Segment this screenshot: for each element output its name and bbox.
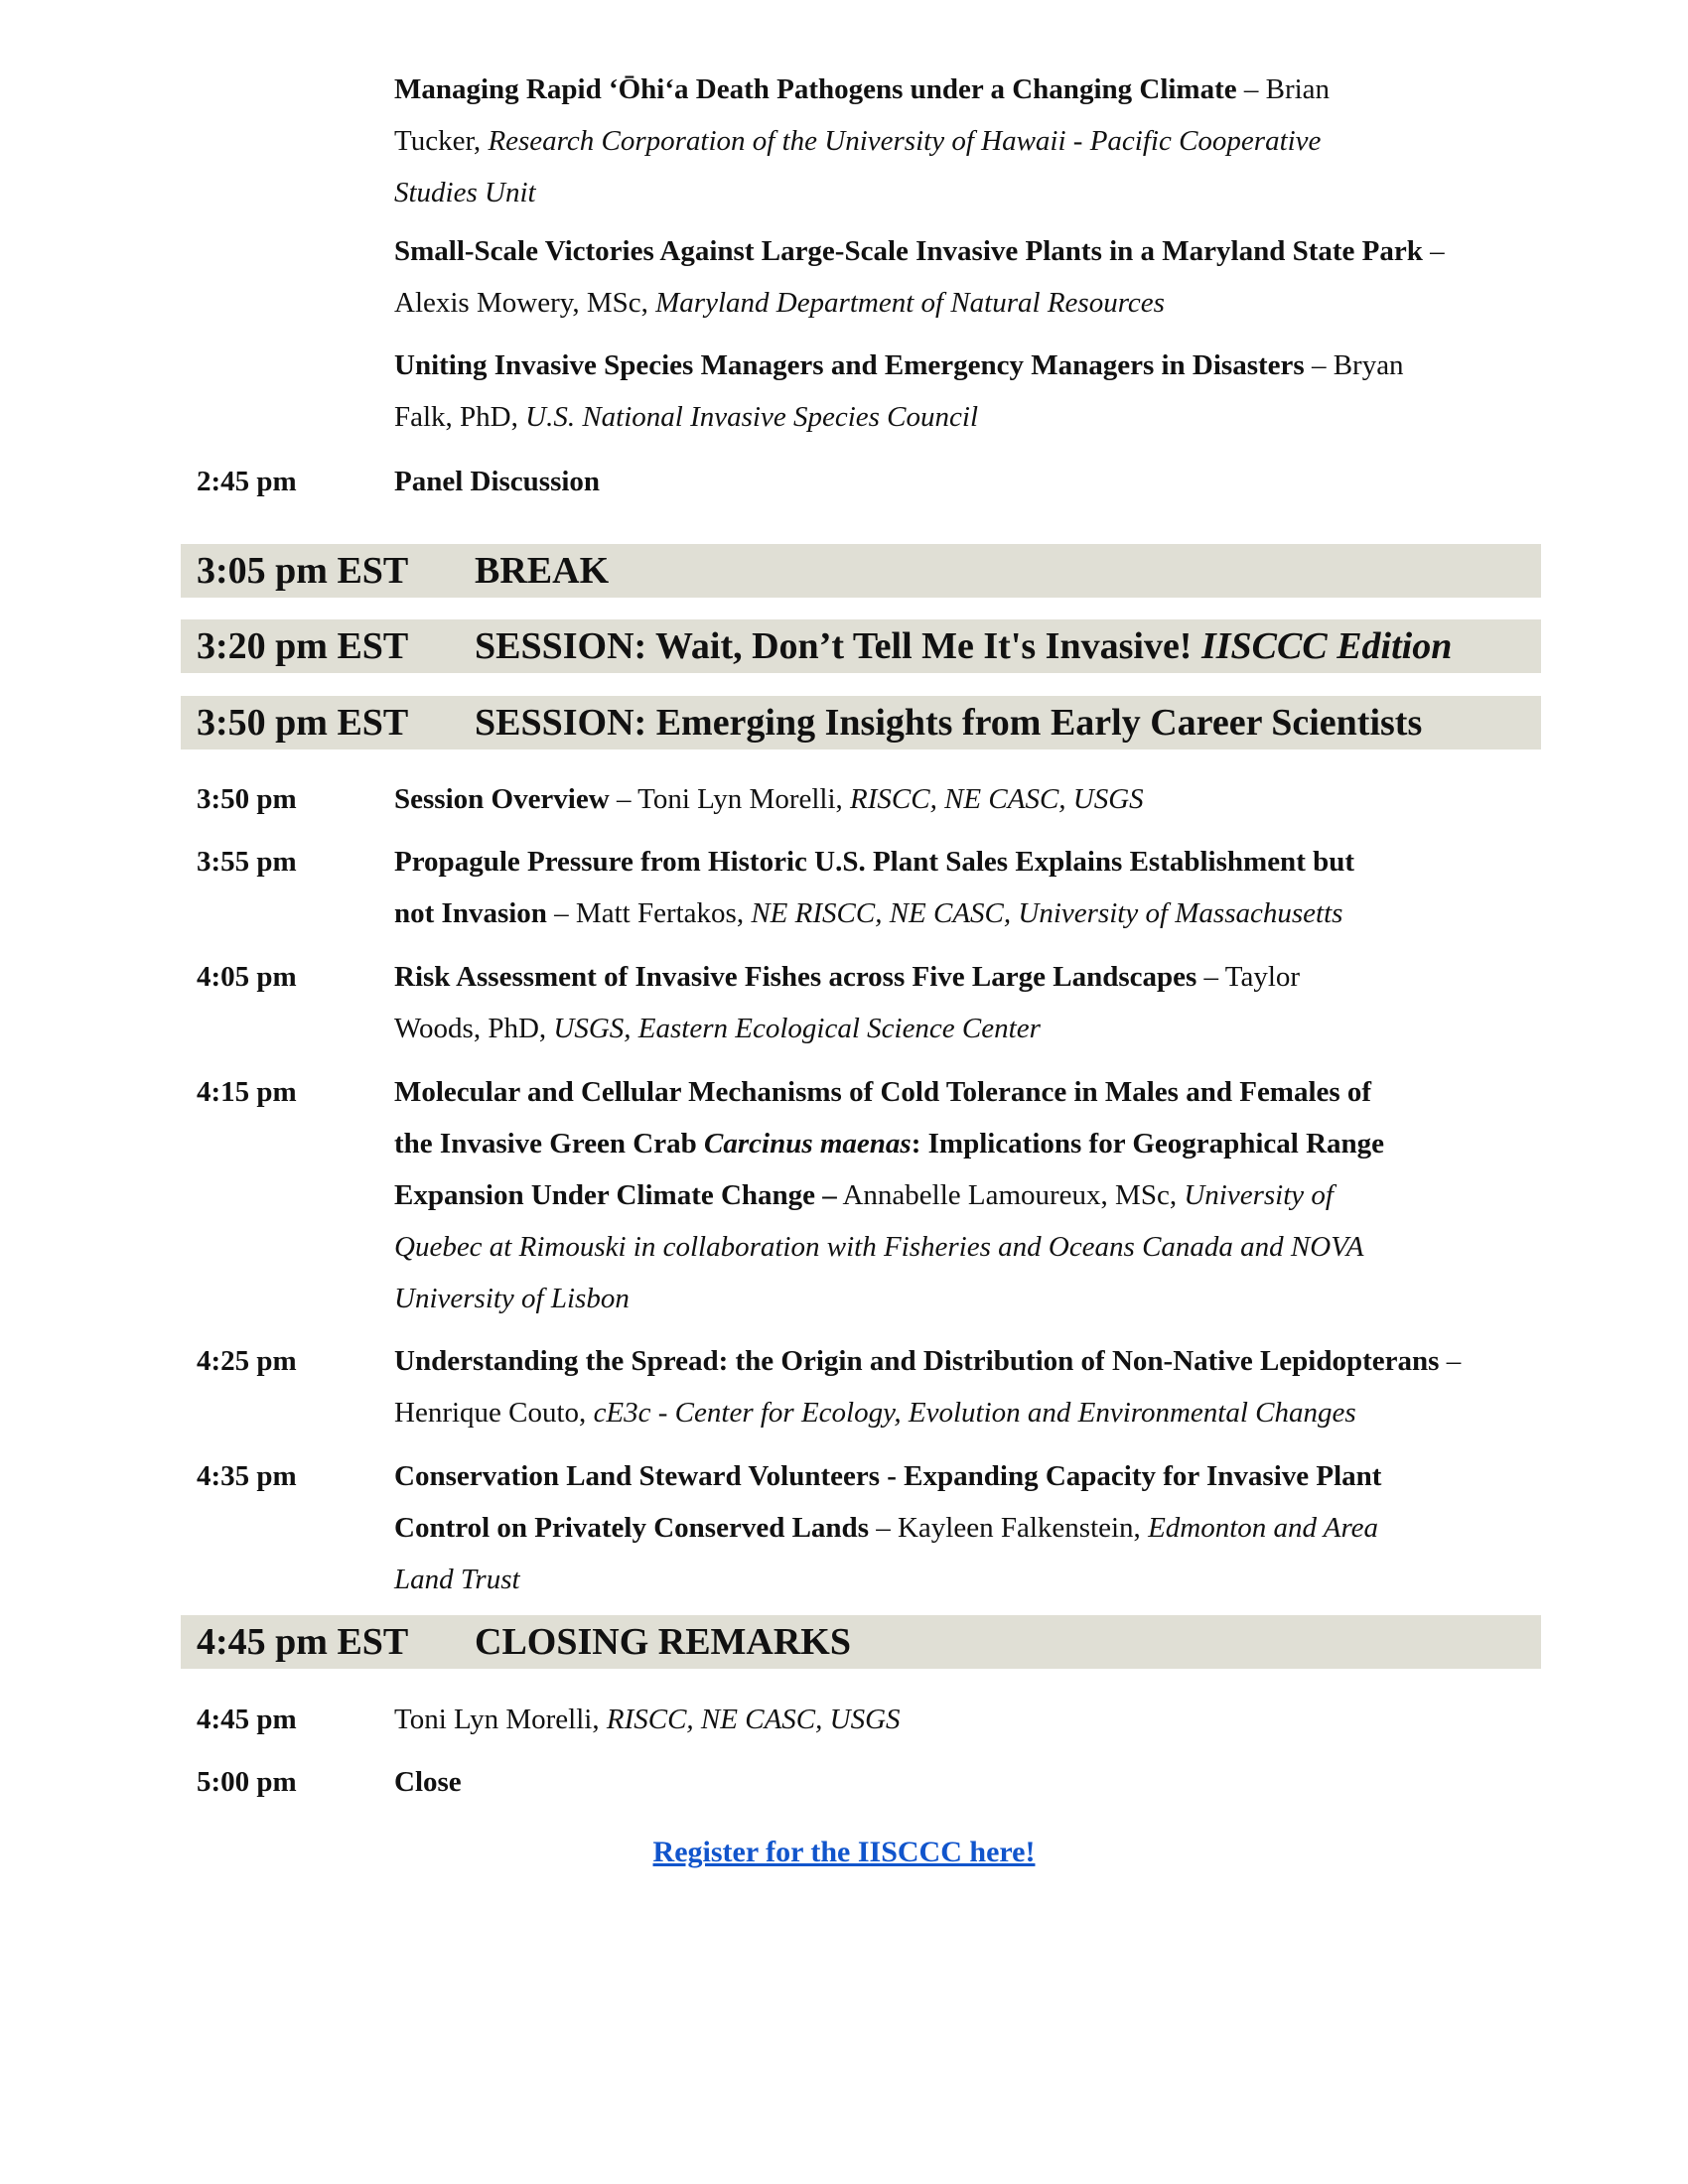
affiliation: University of — [1184, 1179, 1334, 1211]
band-time: 3:05 pm EST — [197, 550, 409, 592]
speaker: Henrique Couto, — [394, 1397, 594, 1429]
time: 4:15 pm — [197, 1076, 297, 1108]
speaker: Toni Lyn Morelli, — [637, 783, 851, 815]
affiliation: USGS, Eastern Ecological Science Center — [553, 1013, 1041, 1044]
time: 2:45 pm — [197, 466, 297, 497]
speaker: Woods, PhD, — [394, 1013, 554, 1044]
talk-title: Understanding the Spread: the Origin and Distribution of Non-Native Lepidopterans — [394, 1345, 1440, 1377]
speaker: Brian — [1265, 73, 1331, 105]
band-title: CLOSING REMARKS — [475, 1621, 851, 1663]
band-time: 3:20 pm EST — [197, 625, 409, 667]
talk-title: Expansion Under Climate Change – — [394, 1179, 837, 1211]
band-time: 4:45 pm EST — [197, 1621, 409, 1663]
talk-title: Propagule Pressure from Historic U.S. Plant Sales Explains Establishment but — [394, 846, 1355, 878]
band-time: 3:50 pm EST — [197, 702, 409, 744]
speaker: Falk, PhD, — [394, 401, 526, 433]
talk-title: Managing Rapid ‘Ōhi‘a Death Pathogens under a Changing Climate — [394, 73, 1237, 105]
affiliation: cE3c - Center for Ecology, Evolution and Environmental Changes — [593, 1397, 1356, 1429]
time: 4:35 pm — [197, 1460, 297, 1492]
register-link[interactable]: Register for the IISCCC here! — [652, 1836, 1036, 1868]
speaker: Kayleen Falkenstein, — [897, 1512, 1149, 1544]
affiliation: Land Trust — [394, 1564, 520, 1595]
time: 3:50 pm — [197, 783, 297, 815]
band-title: SESSION: Wait, Don’t Tell Me It's Invasive! — [475, 625, 1201, 667]
speaker: Alexis Mowery, MSc, — [394, 287, 656, 319]
affiliation: Quebec at Rimouski in collaboration with Fisheries and Oceans Canada and NOVA — [394, 1231, 1364, 1263]
speaker: Annabelle Lamoureux, MSc, — [836, 1179, 1185, 1211]
speaker: Bryan — [1333, 349, 1404, 381]
session-invasive-band — [181, 619, 1541, 673]
speaker: Toni Lyn Morelli, — [394, 1704, 607, 1735]
time: 5:00 pm — [197, 1766, 297, 1798]
affiliation: Edmonton and Area — [1148, 1512, 1379, 1544]
time: 4:25 pm — [197, 1345, 297, 1377]
band-title: SESSION: Emerging Insights from Early Career Scientists — [475, 702, 1423, 744]
register-row — [0, 1827, 1688, 1878]
band-title: BREAK — [475, 550, 610, 592]
time: 4:45 pm — [197, 1704, 297, 1735]
closing-band — [181, 1615, 1541, 1669]
talk-title: : Implications for Geographical Range — [911, 1128, 1385, 1160]
affiliation: University of Lisbon — [394, 1283, 630, 1314]
affiliation: RISCC, NE CASC, USGS — [606, 1704, 901, 1735]
speaker: Tucker, — [394, 125, 489, 157]
break-band — [181, 544, 1541, 598]
talk-title: Close — [394, 1766, 462, 1798]
species-name: Carcinus maenas — [704, 1128, 912, 1160]
speaker: Matt Fertakos, — [575, 897, 752, 929]
talk-title: Panel Discussion — [394, 466, 601, 497]
speaker: Taylor — [1224, 961, 1301, 993]
affiliation: Studies Unit — [394, 177, 536, 208]
talk-title: Risk Assessment of Invasive Fishes across Five Large Landscapes — [394, 961, 1197, 993]
talk-title: Molecular and Cellular Mechanisms of Cold Tolerance in Males and Females of — [394, 1076, 1372, 1108]
agenda-page: Managing Rapid ‘Ōhi‘a Death Pathogens under a Changing Climate – Brian Tucker, Research Corporation of the University of Hawaii - Pacific Cooperative Studies Unit Small-Scale Victories Against Large-Scale Invasive Plants in a Maryland State Park – Alexis Mowery, MSc, Maryland Department of Natural Resources Uniting Invasive Species Managers and Emergency Managers in Disasters – Bryan Falk, PhD, U.S. National Invasive Species Council 2:45 pm Panel Discussion 3:05 pm EST BREAK 3:20 pm EST SESSION: Wait, Don’t Tell Me It's Invasive! IISCCC Edition 3:50 pm EST SESSION: Emerging Insights from Early Career Scientists 3:50 pm Session Overview – Toni Lyn Morelli, RISCC, NE CASC, USGS 3:55 pm Propagule Pressure from Historic U.S. Plant Sales Explains Establishment but not Invasion – Matt Fertakos, NE RISCC, NE CASC, University of Massachusetts 4:05 pm Risk Assessment of Invasive Fishes across Five Large Landscapes – Taylor Woods, PhD, USGS, Eastern Ecological Science Center 4:15 pm Molecular and Cellular Mechanisms of Cold Tolerance in Males and Females of the Invasive Green Crab Carcinus maenas: Implications for Geographical Range Expansion Under Climate Change – Annabelle Lamoureux, MSc, University of Quebec at Rimouski in collaboration with Fisheries and Oceans Canada and NOVA University of Lisbon 4:25 pm Understanding the Spread: the Origin and Distribution of Non-Native Lepidopterans – Henrique Couto, cE3c - Center for Ecology, Evolution and Environmental Changes 4:35 pm Conservation Land Steward Volunteers - Expanding Capacity for Invasive Plant Control on Privately Conserved Lands – Kayleen Falkenstein, Edmonton and Area Land Trust 4:45 pm EST CLOSING REMARKS 4:45 pm Toni Lyn Morelli, RISCC, NE CASC, USGS 5:00 pm Close Register for the IISCCC here! — [0, 0, 1688, 2184]
affiliation: Maryland Department of Natural Resources — [655, 287, 1165, 319]
talk-title: Session Overview — [394, 783, 610, 815]
talk-title: Small-Scale Victories Against Large-Scale Invasive Plants in a Maryland State Park — [394, 235, 1423, 267]
talk-title: Control on Privately Conserved Lands — [394, 1512, 869, 1544]
affiliation: NE RISCC, NE CASC, University of Massachusetts — [751, 897, 1343, 929]
time: 4:05 pm — [197, 961, 297, 993]
affiliation: RISCC, NE CASC, USGS — [850, 783, 1144, 815]
session-early-career-band — [181, 696, 1541, 750]
time: 3:55 pm — [197, 846, 297, 878]
talk-title: not Invasion — [394, 897, 547, 929]
affiliation: Research Corporation of the University of Hawaii - Pacific Cooperative — [488, 125, 1322, 157]
talk-title: the Invasive Green Crab — [394, 1128, 705, 1160]
talk-title: Conservation Land Steward Volunteers - Expanding Capacity for Invasive Plant — [394, 1460, 1382, 1492]
talk-title: Uniting Invasive Species Managers and Emergency Managers in Disasters — [394, 349, 1305, 381]
band-title-italic: IISCCC Edition — [1200, 625, 1453, 667]
affiliation: U.S. National Invasive Species Council — [525, 401, 978, 433]
